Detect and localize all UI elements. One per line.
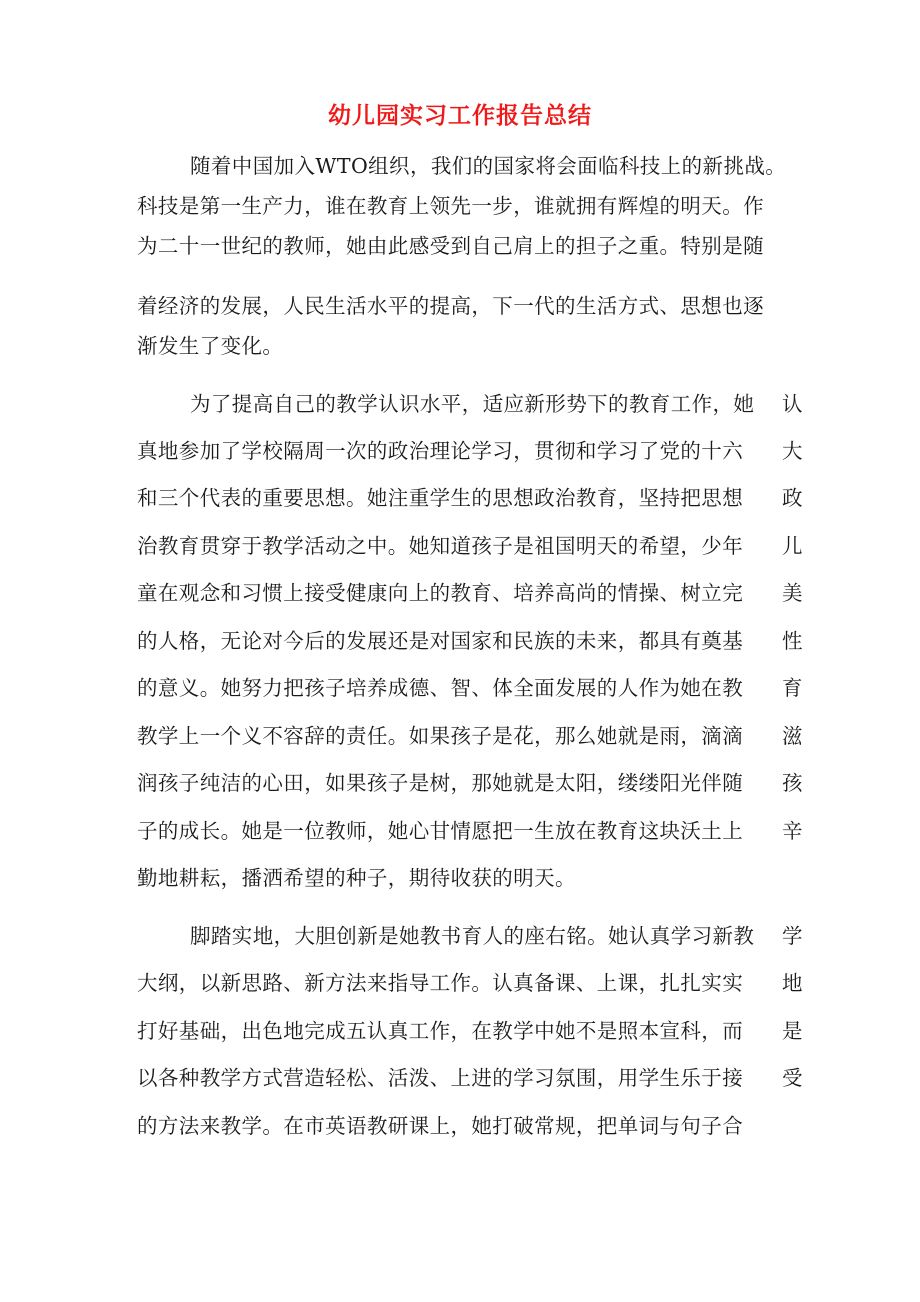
paragraph-line: 治教育贯穿于教学活动之中。她知道孩子是祖国明天的希望，少年 xyxy=(137,534,744,558)
paragraph-line: 大纲，以新思路、新方法来指导工作。认真备课、上课，扎扎实实 xyxy=(137,971,744,995)
paragraph-line: 脚踏实地，大胆创新是她教书育人的座右铭。她认真学习新教 xyxy=(190,924,755,948)
paragraph-line: 渐发生了变化。 xyxy=(137,334,284,358)
document-title: 幼儿园实习工作报告总结 xyxy=(328,103,592,129)
paragraph-line: 的方法来教学。在市英语教研课上，她打破常规，把单词与句子合 xyxy=(137,1114,744,1138)
line-tail-char: 地 xyxy=(782,971,803,995)
paragraph-line: 和三个代表的重要思想。她注重学生的思想政治教育，坚持把思想 xyxy=(137,486,744,510)
paragraph-line: 真地参加了学校隔周一次的政治理论学习，贯彻和学习了党的十六 xyxy=(137,439,744,463)
paragraph-line: 随着中国加入WTO组织，我们的国家将会面临科技上的新挑战。 xyxy=(190,154,787,178)
paragraph-line: 打好基础，出色地完成五认真工作，在教学中她不是照本宣科，而 xyxy=(137,1019,744,1043)
paragraph-line: 为二十一世纪的教师，她由此感受到自己肩上的担子之重。特别是随 xyxy=(137,234,764,258)
line-tail-char: 是 xyxy=(782,1019,803,1043)
paragraph-line: 的意义。她努力把孩子培养成德、智、体全面发展的人作为她在教 xyxy=(137,676,744,700)
line-tail-char: 受 xyxy=(782,1066,803,1090)
line-tail-char: 性 xyxy=(782,629,803,653)
line-tail-char: 育 xyxy=(782,676,803,700)
paragraph-line: 为了提高自己的教学认识水平，适应新形势下的教育工作，她 xyxy=(190,392,755,416)
line-tail-char: 孩 xyxy=(782,771,803,795)
paragraph-line: 童在观念和习惯上接受健康向上的教育、培养高尚的情操、树立完 xyxy=(137,581,744,605)
paragraph-line: 教学上一个义不容辞的责任。如果孩子是花，那么她就是雨，滴滴 xyxy=(137,724,744,748)
line-tail-char: 大 xyxy=(782,439,803,463)
paragraph-line: 子的成长。她是一位教师，她心甘情愿把一生放在教育这块沃土上 xyxy=(137,819,744,843)
line-tail-char: 政 xyxy=(782,486,803,510)
paragraph-line: 润孩子纯洁的心田，如果孩子是树，那她就是太阳，缕缕阳光伴随 xyxy=(137,771,744,795)
line-tail-char: 辛 xyxy=(782,819,803,843)
paragraph-line: 的人格，无论对今后的发展还是对国家和民族的未来，都具有奠基 xyxy=(137,629,744,653)
paragraph-line: 着经济的发展，人民生活水平的提高，下一代的生活方式、思想也逐 xyxy=(137,294,764,318)
line-tail-char: 美 xyxy=(782,581,803,605)
paragraph-line: 科技是第一生产力，谁在教育上领先一步，谁就拥有辉煌的明天。作 xyxy=(137,194,764,218)
line-tail-char: 认 xyxy=(782,392,803,416)
paragraph-line: 以各种教学方式营造轻松、活泼、上进的学习氛围，用学生乐于接 xyxy=(137,1066,744,1090)
line-tail-char: 儿 xyxy=(782,534,803,558)
line-tail-char: 学 xyxy=(782,924,803,948)
line-tail-char: 滋 xyxy=(782,724,803,748)
paragraph-line: 勤地耕耘，播洒希望的种子，期待收获的明天。 xyxy=(137,866,576,890)
